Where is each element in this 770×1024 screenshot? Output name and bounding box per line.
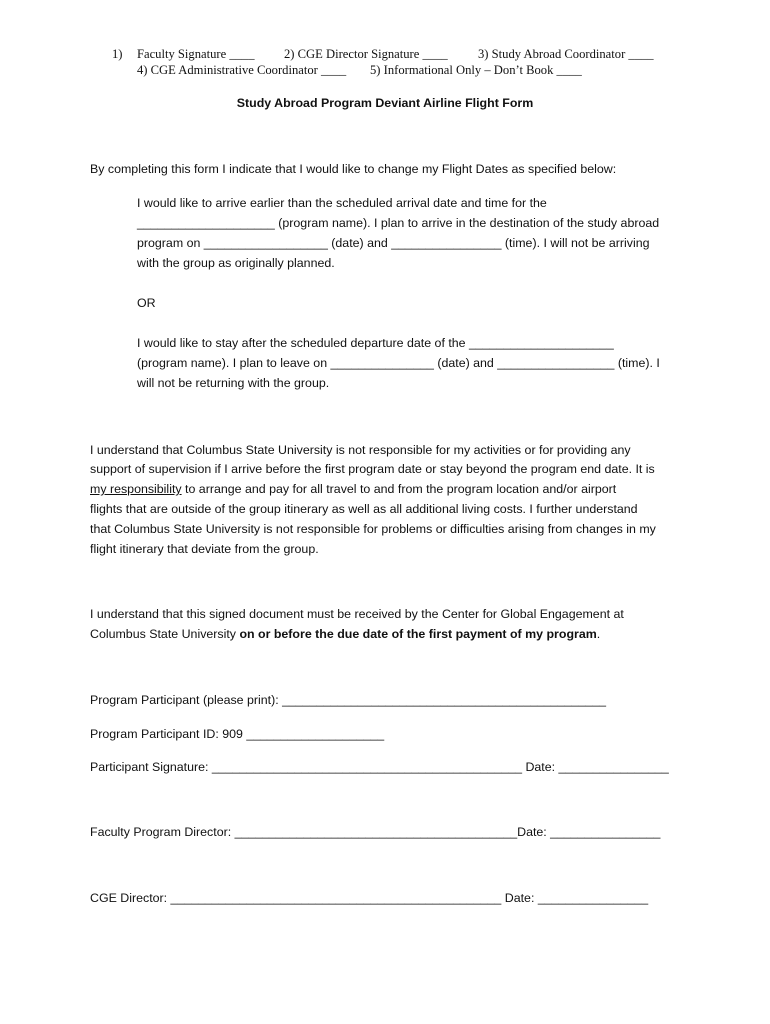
or-separator: OR bbox=[137, 296, 156, 310]
deadline-emphasis: on or before the due date of the first payment of my program bbox=[239, 627, 597, 641]
header-number: 1) bbox=[112, 47, 123, 61]
responsibility-para-line2: support of supervision if I arrive before the first program date or stay beyond the program end date. It is bbox=[90, 462, 655, 476]
option1-line4: with the group as originally planned. bbox=[137, 256, 335, 270]
form-title: Study Abroad Program Deviant Airline Flight Form bbox=[236, 96, 534, 110]
header-informational-only: 5) Informational Only – Don’t Book ____ bbox=[370, 63, 582, 77]
responsibility-para-line6: flight itinerary that deviate from the group. bbox=[90, 542, 319, 556]
my-responsibility-emphasis: my responsibility bbox=[90, 482, 182, 496]
header-cge-admin-coordinator: 4) CGE Administrative Coordinator ____ bbox=[137, 63, 347, 77]
intro-text: By completing this form I indicate that I would like to change my Flight Dates as specified below: bbox=[90, 162, 617, 176]
option1-line3: program on __________________ (date) and ________________ (time). I will not be arriving bbox=[137, 236, 650, 250]
option1-line2: ____________________ (program name). I plan to arrive in the destination of the study abroad bbox=[137, 216, 660, 230]
cge-director-signature-field[interactable]: CGE Director: ________________________________________________ Date: ________________ bbox=[90, 891, 649, 905]
responsibility-para-line4: flights that are outside of the group itinerary as well as all additional living costs. I further understand bbox=[90, 502, 638, 516]
option2-line3: will not be returning with the group. bbox=[137, 376, 330, 390]
deadline-para-line2 bbox=[90, 627, 600, 641]
option2-line2: (program name). I plan to leave on _______________ (date) and _________________ (time). I bbox=[137, 356, 660, 370]
option2-line1: I would like to stay after the scheduled departure date of the _____________________ bbox=[137, 336, 614, 350]
deadline-para-end: . bbox=[596, 627, 601, 641]
option1-line1: I would like to arrive earlier than the scheduled arrival date and time for the bbox=[137, 196, 547, 210]
header-cge-director-signature: 2) CGE Director Signature ____ bbox=[284, 47, 448, 61]
responsibility-para-line1: I understand that Columbus State University is not responsible for my activities or for providing any bbox=[90, 443, 631, 457]
header-faculty-signature: Faculty Signature ____ bbox=[137, 47, 255, 61]
participant-id-field[interactable]: Program Participant ID: 909 ____________________ bbox=[90, 727, 385, 741]
participant-signature-field[interactable]: Participant Signature: _____________________________________________ Date: ________________ bbox=[90, 760, 669, 774]
faculty-director-signature-field[interactable]: Faculty Program Director: _________________________________________Date: ________________ bbox=[90, 825, 661, 839]
deadline-para-line1: I understand that this signed document must be received by the Center for Global Engagement at bbox=[90, 607, 624, 621]
responsibility-para-line3-rest: to arrange and pay for all travel to and from the program location and/or airport bbox=[181, 482, 617, 496]
deadline-para-start: Columbus State University bbox=[90, 627, 240, 641]
participant-name-field[interactable]: Program Participant (please print): _______________________________________________ bbox=[90, 693, 607, 707]
responsibility-para-line5: that Columbus State University is not responsible for problems or difficulties arising from changes in my bbox=[90, 522, 656, 536]
responsibility-para-line3 bbox=[90, 482, 616, 496]
header-study-abroad-coordinator: 3) Study Abroad Coordinator ____ bbox=[478, 47, 654, 61]
